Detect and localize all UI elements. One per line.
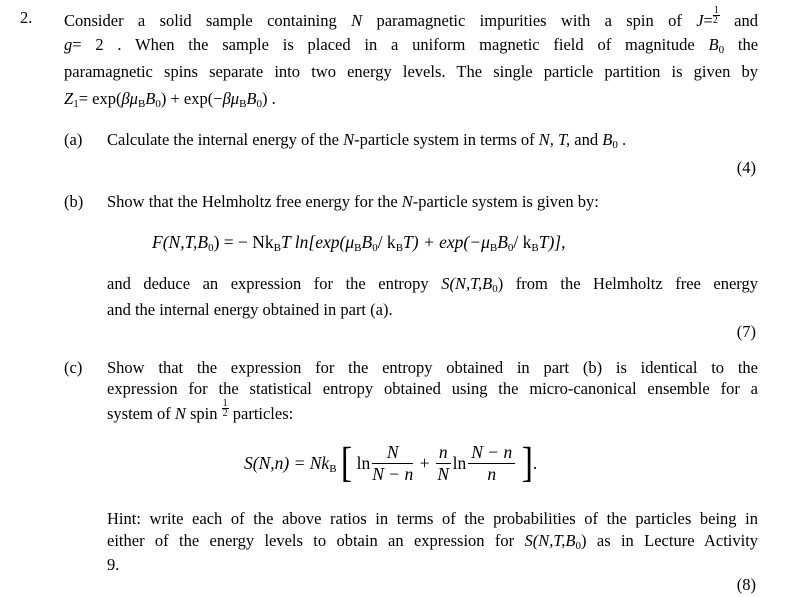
intro-line-1: Consider a solid sample containing N paramagnetic impurities with a spin of J= $\frac{1}{2}$ and — [64, 5, 758, 30]
fraction-half: $\frac{1}{2}$ — [712, 5, 719, 26]
part-c-marks: (8) — [736, 575, 756, 594]
hint-line-3: 9. — [107, 555, 120, 574]
part-b-marks: (7) — [736, 322, 756, 341]
entropy-equation: $S(N,n) = Nk_B$ [ ln $\frac{N}{N - n}$ + $\frac{n}{N}$ ln $\frac{N - n}{n}$ ]. — [244, 439, 538, 486]
part-c-line-3: system of N spin $\frac{1}{2}$ particles: — [107, 398, 294, 423]
part-a-marks: (4) — [736, 158, 756, 177]
part-a-label: (a) — [64, 130, 83, 149]
part-b-line-2: and deduce an expression for the entropy $S(N,T,B_0)$ from the Helmholtz free energy — [107, 274, 758, 295]
part-b-label: (b) — [64, 192, 84, 211]
intro-line-3: paramagnetic spins separate into two energy levels. The single particle partition is given by — [64, 62, 758, 81]
hint-line-1: Hint: write each of the above ratios in terms of the probabilities of the particles being in — [107, 509, 758, 528]
fraction-half: $\frac{1}{2}$ — [222, 398, 228, 419]
intro-line-2: g= 2 . When the sample is placed in a uniform magnetic field of magnitude $B_0$ the — [64, 35, 759, 56]
helmholtz-equation: $F(N,T,B_0)$ = − $Nk_BT$ $\ln[\exp(\mu_BB_0/$ $k_BT) + \exp(-\mu_BB_0/$ $k_BT$)], — [152, 232, 566, 254]
question-number: 2. — [20, 8, 33, 27]
part-b-text: Show that the Helmholtz free energy for the N-particle system is given by: — [107, 192, 599, 211]
part-c-line-2: expression for the statistical entropy obtained using the micro-canonical ensemble for a — [107, 379, 758, 398]
part-b-line-3: and the internal energy obtained in part (a). — [107, 300, 393, 319]
hint-line-2: either of the energy levels to obtain an expression for $S(N,T,B_0)$ as in Lecture Activity — [107, 531, 759, 552]
part-c-line-1: Show that the expression for the entropy obtained in part (b) is identical to the — [107, 358, 758, 377]
part-a-text: Calculate the internal energy of the N-particle system in terms of N, T, and $B_0$ . — [107, 130, 627, 151]
partition-function: $Z_1= \exp(\beta\mu_BB_0) + \exp(-\beta\mu_BB_0)$ . — [64, 89, 276, 110]
part-c-label: (c) — [64, 358, 83, 377]
